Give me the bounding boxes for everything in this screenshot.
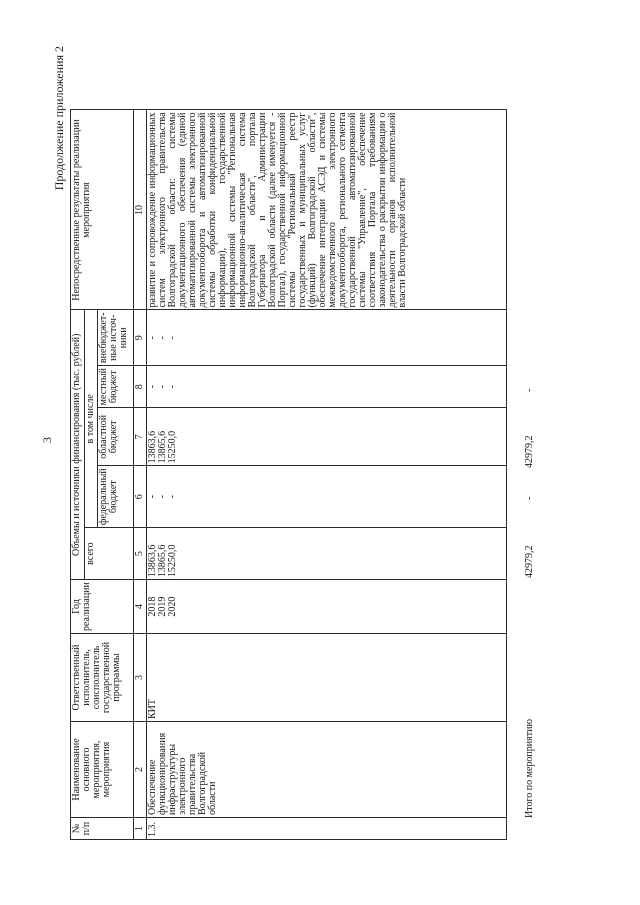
header-name: Наименование основного мероприятия, мероприятия (71, 722, 134, 818)
header-local: местный бюджет (98, 366, 134, 408)
extra-value: - (167, 336, 178, 340)
header-including: в том числе (85, 310, 98, 528)
local-value: - (167, 385, 178, 389)
column-number: 8 (134, 366, 147, 408)
row-results: развитие и сопровождение информационных систем электронного правительства Волгоградской области: системы документационного обеспечения (единой автоматизированной системы электронного документооборота и автоматизированной системы обработки конфиденциальной информации), государственной информационной системы "Региональная информационно-аналитическая система Волгоградской области", портала Губернатора и Администрации Волгоградской области (далее именуется - Портал), государственной информационной системы "Региональный реестр государственных и муниципальных услуг (функций) Волгоградской области", обеспечение интеграции АСЭД и системы межведомственного электронного документооборота, регионального сегмента государственной автоматизированной системы "Управление", обеспечение соответствия Портала требованиям законодательства о раскрытии информации о деятельности органов исполнительной власти Волгоградской области (147, 110, 507, 310)
totals-regional: 42979,2 (524, 435, 535, 468)
column-number: 5 (134, 528, 147, 580)
header-results: Непосредственные результаты реализации мероприятия (71, 110, 134, 310)
column-number: 9 (134, 310, 147, 366)
extra-value: - (147, 336, 158, 340)
column-numbers-row (134, 110, 147, 840)
row-regional (147, 408, 507, 466)
header-num: № п/п (71, 818, 134, 840)
totals-federal: - (524, 496, 535, 500)
header-executor: Ответственный исполнитель, соисполнитель государственной программы (71, 634, 134, 722)
row-name: Обеспечение функционирования инфраструктуры электронного правительства Волгоградской области (147, 722, 507, 818)
local-value: - (147, 385, 158, 389)
regional-value: 15250,0 (167, 430, 178, 464)
column-number: 3 (134, 634, 147, 722)
document-sheet (40, 40, 596, 840)
row-years (147, 580, 507, 634)
local-value: - (157, 385, 168, 389)
row-extra (147, 310, 507, 366)
row-num: 1.3. (147, 818, 507, 840)
row-local (147, 366, 507, 408)
total-value: 13865,6 (157, 544, 168, 578)
table-row (147, 110, 507, 840)
federal-value: - (147, 495, 158, 499)
totals-total: 42979,2 (524, 545, 535, 578)
total-value: 13863,6 (147, 544, 158, 578)
totals-label: Итого по мероприятию (524, 719, 535, 818)
regional-value: 13865,6 (157, 430, 168, 464)
row-federal (147, 466, 507, 528)
regional-value: 13863,6 (147, 430, 158, 464)
financing-table (70, 109, 507, 840)
column-number: 4 (134, 580, 147, 634)
column-number: 10 (134, 110, 147, 310)
header-row-1 (71, 110, 85, 840)
totals-local: - (524, 388, 535, 392)
year-value: 2020 (167, 596, 178, 617)
header-regional: областной бюджет (98, 408, 134, 466)
header-volumes: Объемы и источники финансирования (тыс. рублей) (71, 310, 85, 580)
row-executor: КИТ (147, 634, 507, 722)
federal-value: - (157, 495, 168, 499)
row-total (147, 528, 507, 580)
column-number: 1 (134, 818, 147, 840)
year-value: 2019 (157, 596, 168, 617)
continuation-caption: Продолжение приложения 2 (52, 46, 66, 191)
header-year: Год реализации (71, 580, 134, 634)
page-number: 3 (40, 437, 54, 443)
total-value: 15250,0 (167, 544, 178, 578)
column-number: 7 (134, 408, 147, 466)
federal-value: - (167, 495, 178, 499)
totals-line (524, 40, 540, 840)
column-number: 6 (134, 466, 147, 528)
year-value: 2018 (147, 596, 158, 617)
column-number: 2 (134, 722, 147, 818)
header-federal: федеральный бюджет (98, 466, 134, 528)
header-extra: внебюджет-ные источ-ники (98, 310, 134, 366)
extra-value: - (157, 336, 168, 340)
header-total: всего (85, 528, 134, 580)
